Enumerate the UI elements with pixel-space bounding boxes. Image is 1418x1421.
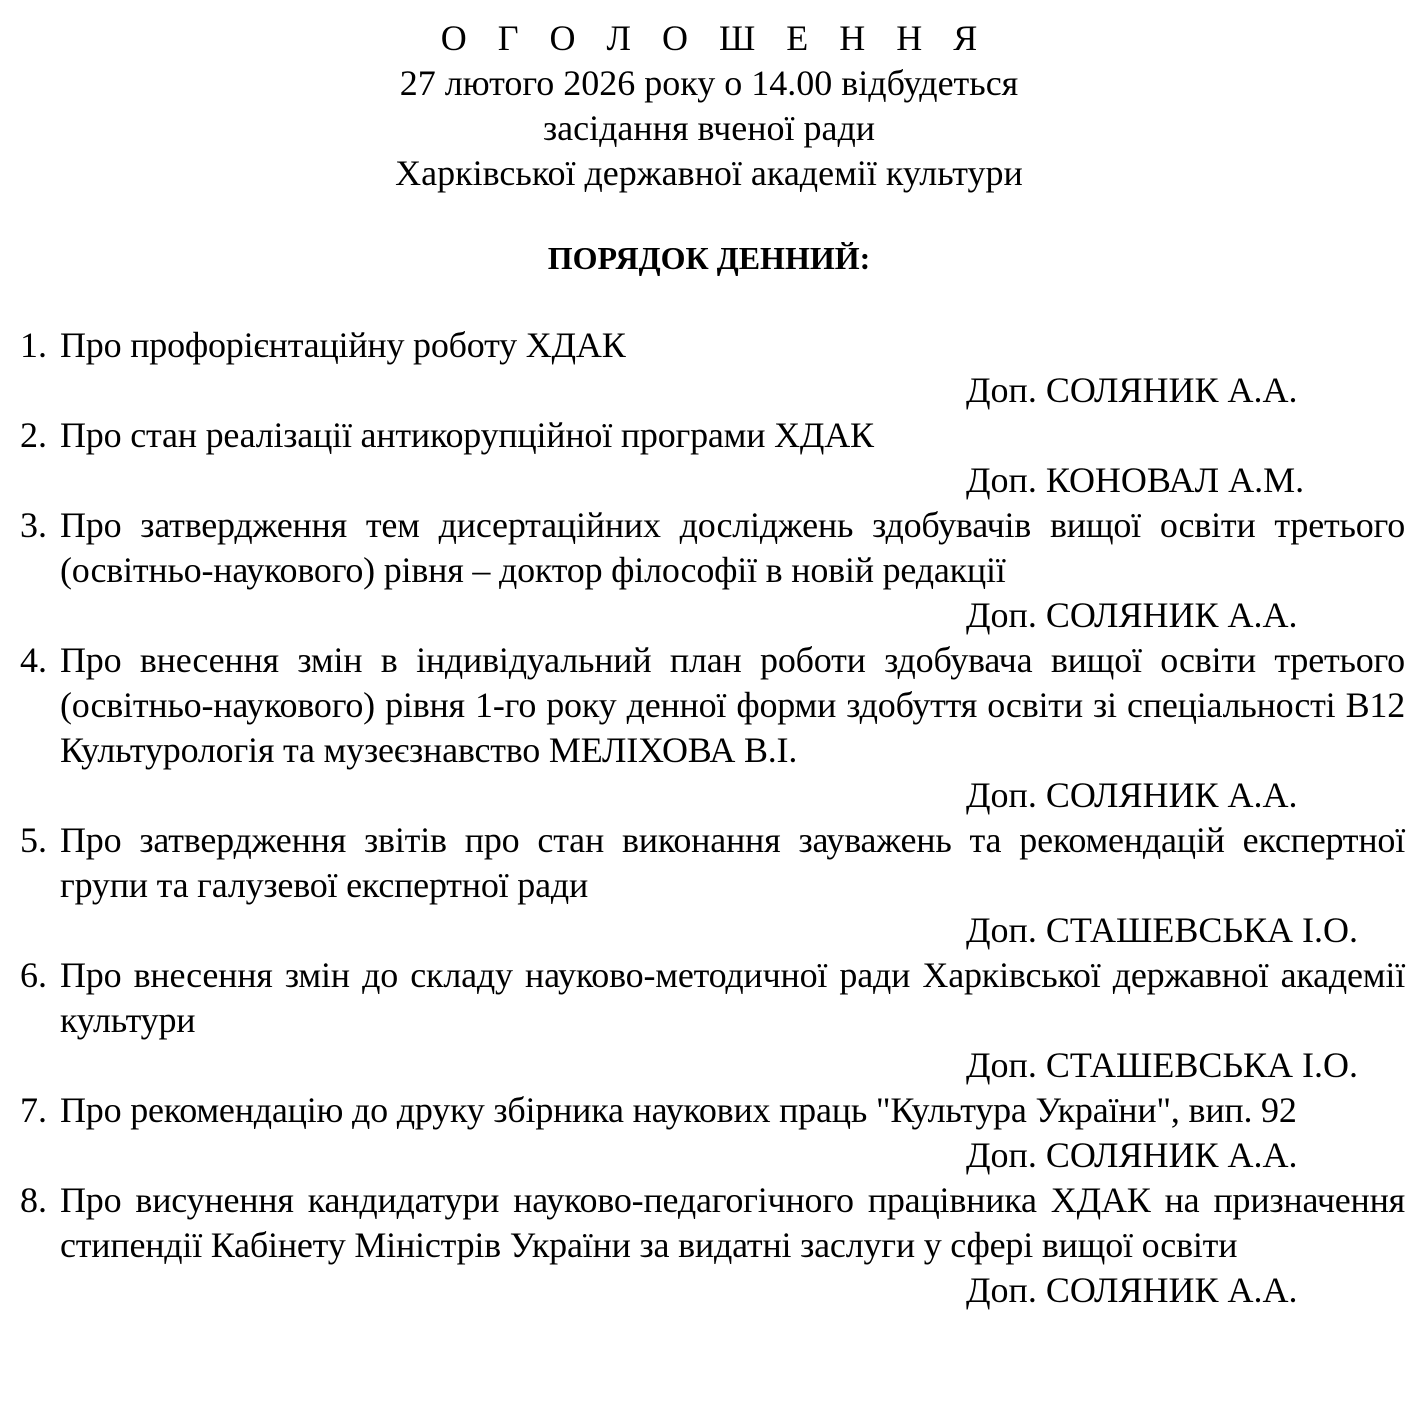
agenda-item-text: Про профорієнтаційну роботу ХДАК	[60, 325, 626, 365]
agenda-item-text: Про затвердження тем дисертаційних досліджень здобувачів вищої освіти третього (освітньо-наукового) рівня – доктор філософії в новій редакції	[60, 505, 1405, 590]
agenda-item-speaker: Доп. КОНОВАЛ А.М.	[966, 460, 1305, 500]
agenda-item-text: Про висунення кандидатури науково-педагогічного працівника ХДАК на призначення стипендії Кабінету Міністрів України за видатні заслуги у сфері вищої освіти	[60, 1180, 1405, 1265]
agenda-item-speaker: Доп. СОЛЯНИК А.А.	[966, 1135, 1298, 1175]
agenda-item-number: 5.	[20, 820, 47, 860]
meeting-date-line: 27 лютого 2026 року о 14.00 відбудеться	[399, 63, 1019, 103]
agenda-item	[20, 413, 1405, 503]
agenda-item	[20, 1178, 1405, 1313]
agenda-item-speaker: Доп. СОЛЯНИК А.А.	[966, 775, 1298, 815]
announcement-header	[0, 16, 1418, 196]
agenda-item-text: Про внесення змін до складу науково-методичної ради Харківської державної академії культури	[60, 955, 1405, 1040]
announcement-title: О Г О Л О Ш Е Н Н Я	[440, 18, 989, 58]
agenda-item-speaker: Доп. СОЛЯНИК А.А.	[966, 595, 1298, 635]
agenda-item-number: 8.	[20, 1180, 47, 1220]
agenda-item	[20, 323, 1405, 413]
agenda-item-number: 3.	[20, 505, 47, 545]
agenda-item-text: Про внесення змін в індивідуальний план роботи здобувача вищої освіти третього (освітньо-наукового) рівня 1-го року денної форми здобуття освіти зі спеціальності В12 Культурологія та музеєзнавство МЕЛІХОВА В.І.	[60, 640, 1405, 770]
agenda-item-number: 2.	[20, 415, 47, 455]
agenda-item-number: 1.	[20, 325, 47, 365]
agenda-item-speaker: Доп. СОЛЯНИК А.А.	[966, 1270, 1298, 1310]
agenda-item-text: Про рекомендацію до друку збірника наукових праць "Культура України", вип. 92	[60, 1090, 1297, 1130]
agenda-item	[20, 638, 1405, 818]
agenda-item-number: 4.	[20, 640, 47, 680]
agenda-item-number: 6.	[20, 955, 47, 995]
agenda-item-number: 7.	[20, 1090, 47, 1130]
agenda-item	[20, 503, 1405, 638]
agenda-item	[20, 818, 1405, 953]
agenda-item-speaker: Доп. СОЛЯНИК А.А.	[966, 370, 1298, 410]
organization-line: Харківської державної академії культури	[395, 153, 1023, 193]
agenda-list	[20, 323, 1405, 1313]
agenda-item-speaker: Доп. СТАШЕВСЬКА І.О.	[966, 1045, 1359, 1085]
agenda-title: ПОРЯДОК ДЕННИЙ:	[547, 240, 871, 276]
meeting-name-line: засідання вченої ради	[542, 108, 876, 148]
agenda-item-text: Про затвердження звітів про стан виконання зауважень та рекомендацій експертної групи та галузевої експертної ради	[60, 820, 1405, 905]
agenda-item-speaker: Доп. СТАШЕВСЬКА І.О.	[966, 910, 1359, 950]
agenda-item-text: Про стан реалізації антикорупційної програми ХДАК	[60, 415, 874, 455]
agenda-item	[20, 953, 1405, 1088]
agenda-item	[20, 1088, 1405, 1178]
